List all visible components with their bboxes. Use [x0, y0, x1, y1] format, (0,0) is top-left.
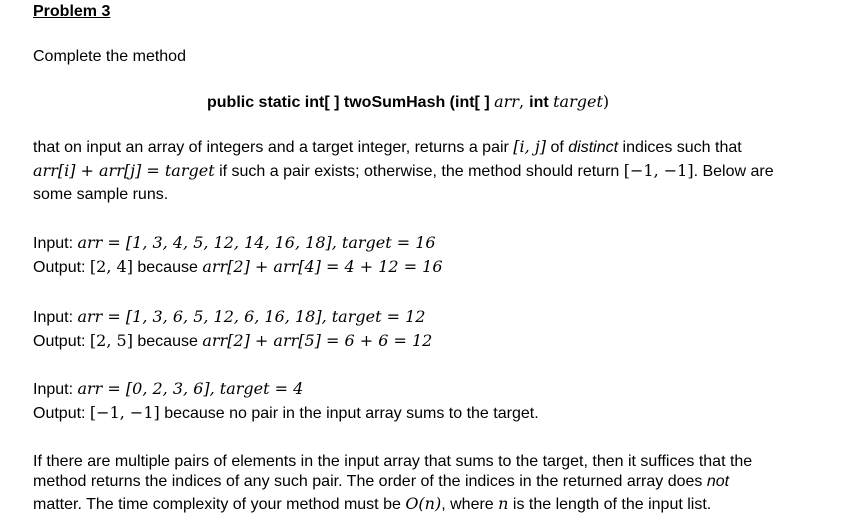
- sample-1-input: [33, 233, 436, 254]
- description-text: indices such that: [618, 139, 742, 156]
- output-value: [2, 4]: [89, 257, 133, 276]
- signature-prefix: public static int[ ] twoSumHash (int[ ]: [207, 94, 495, 111]
- signature-comma: ,: [518, 92, 530, 111]
- closing-line-1: If there are multiple pairs of elements in the input array that sums to the target, then it suffices that the: [33, 453, 753, 470]
- input-formula: arr = [0, 2, 3, 6], target = 4: [77, 379, 304, 398]
- input-label: Input:: [33, 309, 78, 326]
- closing-text: is the length of the input list.: [508, 496, 712, 513]
- output-formula: arr[2] + arr[4] = 4 + 12 = 16: [202, 257, 443, 276]
- because-text: because: [132, 333, 203, 350]
- closing-text: matter. The time complexity of your method must be: [33, 496, 406, 513]
- description-line-1: [33, 137, 742, 158]
- description-text: . Below are: [693, 163, 774, 180]
- condition-formula: arr[i] + arr[j] = target: [33, 161, 215, 180]
- intro-text: Complete the method: [33, 48, 186, 65]
- problem-title: Problem 3: [33, 3, 111, 20]
- sample-2-output: [33, 331, 432, 352]
- input-formula: arr = [1, 3, 4, 5, 12, 14, 16, 18], target = 16: [77, 233, 436, 252]
- return-value-formula: [−1, −1]: [623, 161, 694, 180]
- because-text: because: [132, 259, 203, 276]
- input-label: Input:: [33, 235, 78, 252]
- method-signature: [207, 92, 609, 113]
- closing-line-2: [33, 472, 729, 492]
- pair-notation: [i, j]: [513, 137, 547, 156]
- output-label: Output:: [33, 259, 90, 276]
- distinct-emphasis: distinct: [568, 139, 619, 156]
- sample-3-input: [33, 379, 303, 400]
- output-formula: arr[2] + arr[5] = 6 + 6 = 12: [202, 331, 433, 350]
- input-formula: arr = [1, 3, 6, 5, 12, 6, 16, 18], target = 12: [77, 307, 426, 326]
- description-line-2: [33, 161, 774, 182]
- output-label: Output:: [33, 333, 90, 350]
- signature-param-target: target: [553, 92, 603, 111]
- output-value: [2, 5]: [89, 331, 133, 350]
- description-text: of: [546, 139, 569, 156]
- output-value: [−1, −1]: [89, 403, 160, 422]
- description-line-3: some sample runs.: [33, 186, 169, 203]
- big-o-formula: O(n): [405, 494, 442, 513]
- not-emphasis: not: [706, 473, 730, 490]
- sample-3-output: [33, 403, 539, 424]
- sample-1-output: [33, 257, 443, 278]
- input-label: Input:: [33, 381, 78, 398]
- because-text: because no pair in the input array sums to the target.: [159, 405, 539, 422]
- closing-text: method returns the indices of any such pair. The order of the indices in the returned array does: [33, 473, 707, 490]
- closing-line-3: [33, 494, 711, 515]
- n-variable: n: [498, 494, 509, 513]
- sample-2-input: [33, 307, 425, 328]
- signature-int-keyword: int: [529, 94, 554, 111]
- signature-close: ): [602, 92, 610, 111]
- description-text: that on input an array of integers and a target integer, returns a pair: [33, 139, 514, 156]
- output-label: Output:: [33, 405, 90, 422]
- description-text: if such a pair exists; otherwise, the method should return: [214, 163, 624, 180]
- signature-param-arr: arr: [494, 92, 519, 111]
- closing-text: , where: [441, 496, 499, 513]
